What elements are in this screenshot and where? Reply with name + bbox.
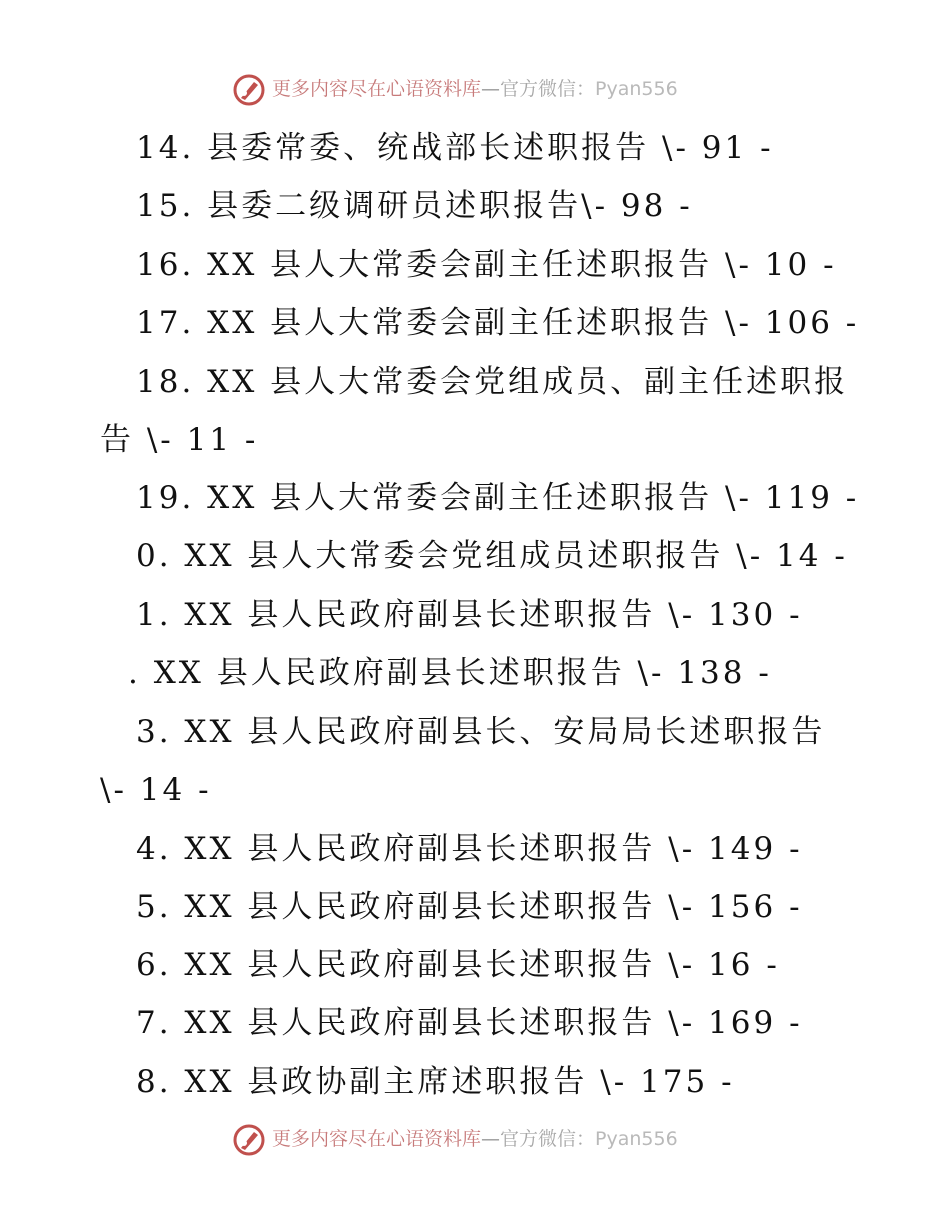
watermark-text: 更多内容尽在心语资料库—官方微信：Pyan556 [272,78,678,100]
toc-line: 14. 县委常委、统战部长述职报告 \- 91 - [136,130,774,166]
toc-line: 4. XX 县人民政府副县长述职报告 \- 149 - [136,831,803,867]
toc-line: 6. XX 县人民政府副县长述职报告 \- 16 - [136,947,780,983]
footer-watermark-banner [0,1120,950,1160]
toc-line: 19. XX 县人大常委会副主任述职报告 \- 119 - [136,480,860,516]
toc-line: 7. XX 县人民政府副县长述职报告 \- 169 - [136,1005,803,1041]
watermark-text: 更多内容尽在心语资料库—官方微信：Pyan556 [272,1128,678,1150]
toc-line: 3. XX 县人民政府副县长、安局局长述职报告 [136,714,826,750]
toc-line: 16. XX 县人大常委会副主任述职报告 \- 10 - [136,247,837,283]
toc-line: 1. XX 县人民政府副县长述职报告 \- 130 - [136,597,803,633]
toc-line: 0. XX 县人大常委会党组成员述职报告 \- 14 - [136,538,848,574]
toc-line-continuation: \- 14 - [100,772,212,808]
toc-line: 5. XX 县人民政府副县长述职报告 \- 156 - [136,889,803,925]
toc-line: 17. XX 县人大常委会副主任述职报告 \- 106 - [136,305,860,341]
toc-line: 8. XX 县政协副主席述职报告 \- 175 - [136,1064,735,1100]
pen-logo-icon [232,1123,266,1157]
header-watermark-banner [0,70,950,110]
toc-line: 15. 县委二级调研员述职报告\- 98 - [136,188,693,224]
toc-line: 18. XX 县人大常委会党组成员、副主任述职报 [136,364,849,400]
toc-line: . XX 县人民政府副县长述职报告 \- 138 - [128,655,772,691]
pen-logo-icon [232,73,266,107]
toc-line-continuation: 告 \- 11 - [100,422,259,458]
